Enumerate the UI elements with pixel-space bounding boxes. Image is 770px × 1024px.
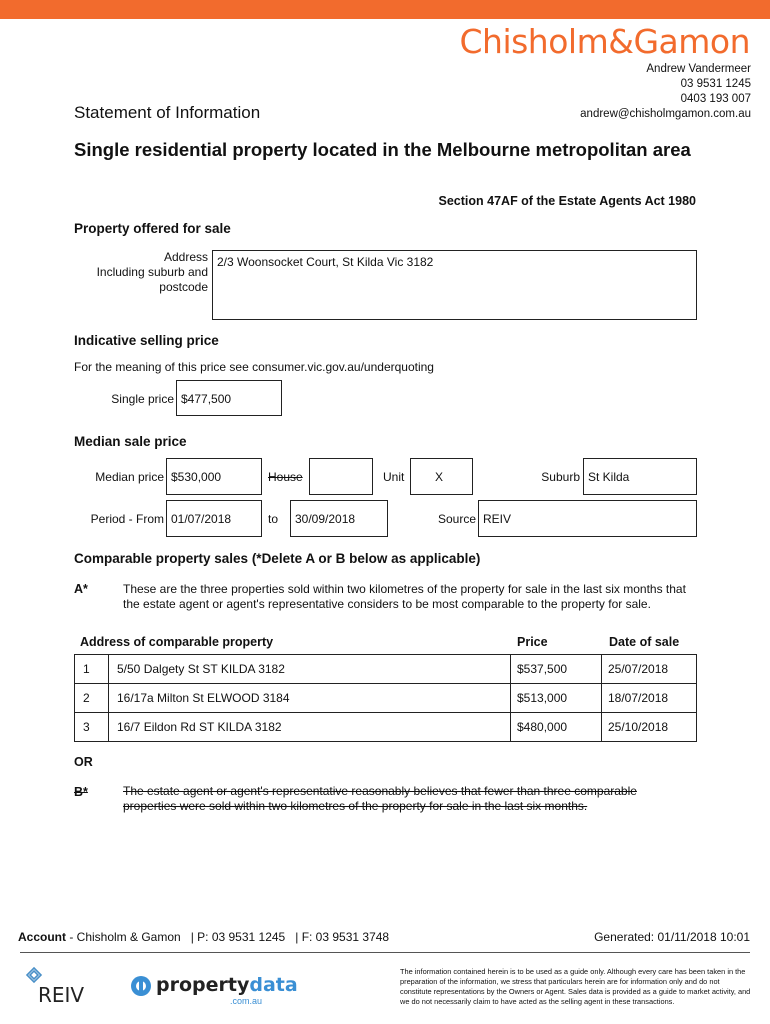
- period-from-label: Period - From: [90, 512, 164, 526]
- col-address-header: Address of comparable property: [80, 635, 274, 649]
- table-row: [75, 684, 697, 713]
- propertydata-logo-text: property: [156, 974, 250, 996]
- row-address[interactable]: 5/50 Dalgety St ST KILDA 3182: [109, 655, 511, 684]
- row-date[interactable]: 18/07/2018: [602, 684, 697, 713]
- address-label: Address Including suburb and postcode: [96, 250, 208, 294]
- address-field[interactable]: 2/3 Woonsocket Court, St Kilda Vic 3182: [212, 250, 697, 320]
- row-date[interactable]: 25/10/2018: [602, 713, 697, 742]
- reiv-logo-text: REIV: [38, 983, 85, 1007]
- row-price[interactable]: $513,000: [511, 684, 602, 713]
- option-a-text: These are the three properties sold within two kilometres of the property for sale in the last six months that the estate agent or agent's representative considers to be most comparable to the property for sale.: [123, 582, 686, 611]
- row-price[interactable]: $480,000: [511, 713, 602, 742]
- median-price-field[interactable]: $530,000: [166, 458, 262, 495]
- generated-timestamp: Generated: 01/11/2018 10:01: [594, 930, 750, 944]
- suburb-label: Suburb: [541, 470, 580, 484]
- house-field[interactable]: [309, 458, 373, 495]
- propertydata-mark-icon: [130, 974, 152, 998]
- comparable-table: [74, 654, 697, 742]
- source-field[interactable]: REIV: [478, 500, 697, 537]
- agent-name: Andrew Vandermeer: [646, 63, 751, 75]
- single-price-label: Single price: [111, 392, 174, 406]
- top-accent-bar: [0, 0, 770, 19]
- single-price-field[interactable]: $477,500: [176, 380, 282, 416]
- or-label: OR: [74, 755, 93, 769]
- propertydata-logo-sub: .com.au: [230, 996, 263, 1006]
- row-number: 1: [75, 655, 109, 684]
- comparable-heading: Comparable property sales (*Delete A or B below as applicable): [74, 551, 481, 566]
- table-row: [75, 655, 697, 684]
- agent-email[interactable]: andrew@chisholmgamon.com.au: [580, 108, 751, 120]
- option-b-label: B*: [74, 785, 88, 799]
- row-date[interactable]: 25/07/2018: [602, 655, 697, 684]
- option-a-label: A*: [74, 582, 88, 596]
- unit-field[interactable]: X: [410, 458, 473, 495]
- page-heading: Single residential property located in the Melbourne metropolitan area: [74, 139, 691, 160]
- source-label: Source: [437, 512, 476, 526]
- period-to-field[interactable]: 30/09/2018: [290, 500, 388, 537]
- propertydata-logo: [130, 972, 298, 1008]
- row-address[interactable]: 16/7 Eildon Rd ST KILDA 3182: [109, 713, 511, 742]
- period-to-label: to: [268, 512, 279, 526]
- col-price-header: Price: [517, 635, 548, 649]
- col-date-header: Date of sale: [609, 635, 680, 649]
- row-price[interactable]: $537,500: [511, 655, 602, 684]
- footer-divider: [20, 952, 750, 953]
- table-row: [75, 713, 697, 742]
- house-label: House: [268, 470, 303, 484]
- reiv-logo: [20, 965, 100, 1007]
- brand-logo: Chisholm&Gamon: [459, 22, 750, 61]
- median-heading: Median sale price: [74, 434, 187, 449]
- footer-disclaimer: The information contained herein is to be used as a guide only. Although every care has been taken in the preparation of the information, we stress that particulars herein are for information only and do not constitute representations by the Owners or Agent. Sales data is provided as a guide to market activity, and we do not necessarily claim to have acted as the selling agent in these transactions.: [400, 967, 751, 1006]
- row-address[interactable]: 16/17a Milton St ELWOOD 3184: [109, 684, 511, 713]
- row-number: 3: [75, 713, 109, 742]
- option-b-text: The estate agent or agent's representative reasonably believes that fewer than three comparable properties were sold within two kilometres of the property for sale in the last six months.: [123, 784, 637, 813]
- suburb-field[interactable]: St Kilda: [583, 458, 697, 495]
- indicative-heading: Indicative selling price: [74, 333, 219, 348]
- agent-phone-mobile: 0403 193 007: [680, 93, 751, 105]
- document-title: Statement of Information: [74, 103, 261, 122]
- period-from-field[interactable]: 01/07/2018: [166, 500, 262, 537]
- row-number: 2: [75, 684, 109, 713]
- footer-account: Account - Chisholm & Gamon | P: 03 9531 1245 | F: 03 9531 3748: [18, 930, 390, 944]
- underquoting-note: For the meaning of this price see consumer.vic.gov.au/underquoting: [74, 360, 434, 374]
- property-heading: Property offered for sale: [74, 221, 231, 236]
- median-price-label: Median price: [95, 470, 164, 484]
- unit-label: Unit: [383, 470, 405, 484]
- agent-phone-office: 03 9531 1245: [680, 78, 751, 90]
- agent-contact: [580, 62, 751, 122]
- section-reference: Section 47AF of the Estate Agents Act 1980: [438, 194, 696, 208]
- propertydata-logo-text-accent: data: [249, 974, 298, 996]
